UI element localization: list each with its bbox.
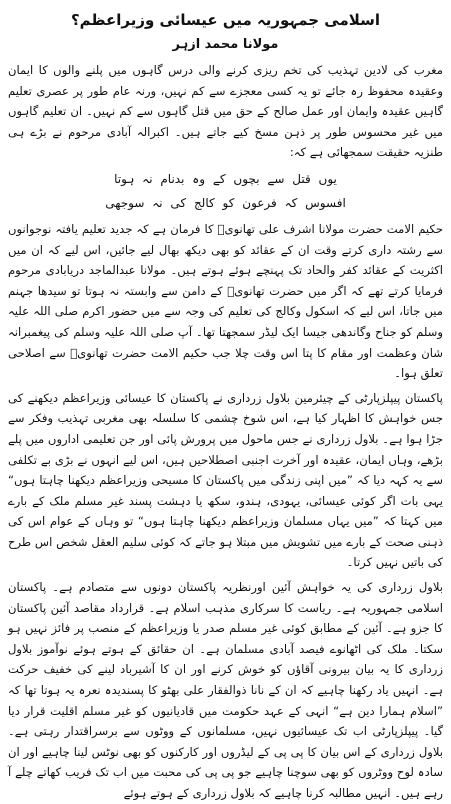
article-paragraph-2: حکیم الامت حضرت مولانا اشرف علی تھانویؒ کا فرمان ہے کہ جدید تعلیم یافتہ نوجوانوں سے رشتہ داری کرتے وقت ان کے عقائد کو بھی دیکھ بھال لیے جائیں، اس لیے کہ ان میں اکثریت کے عقائد کفر والحاد تک پہنچے ہوئے ہوتے ہیں۔ مولانا عبدالماجد دریابادی مرحوم فرمایا کرتے تھے کہ اگر میں حضرت تھانویؒ کے دامن سے وابستہ نہ ہوتا تو سیدھا جہنم میں جاتا، اس لیے کہ اسکول وکالج کی تعلیم کی وجہ سے میں حضور اکرم صلی اللہ علیہ وسلم کو جناح وگاندھی جیسا ایک لیڈر سمجھتا تھا۔ آپ صلی اللہ علیہ وسلم کی پیغمبرانہ شان وعظمت اور مقام کا پتا اس وقت چلا جب حکیم الامت حضرت تھانویؒ سے اصلاحی تعلق ہوا۔ <box>8 221 443 381</box>
article-paragraph-1: مغرب کی لادین تہذیب کی تخم ریزی کرنے والی درس گاہوں میں پلنے والوں کا ایمان وعقیدہ محفوظ رہ جائے تو یہ کسی معجزے سے کم نہیں، ورنہ عام طور پر عصری تعلیم گاہیں عقیدہ وایمان اور عمل صالح کے حق میں قتل گاہوں سے کم نہیں۔ ان تعلیم گاہوں میں غیر محسوس طور پر ذہن مسخ کیے جاتے ہیں۔ اکبرالہ آبادی مرحوم نے بڑے ہی طنزیہ حقیقت سمجھائی ہے کہ: <box>8 63 443 160</box>
poem-couplet <box>8 167 443 215</box>
article-title: اسلامی جمہوریہ میں عیسائی وزیراعظم؟ <box>70 11 381 29</box>
poem-line-1: یوں قتل سے بچوں کے وہ بدنام نہ ہوتا <box>114 171 337 186</box>
article-author: مولانا محمد ازہر <box>172 37 279 52</box>
article-paragraph-4: بلاول زرداری کی یہ خواہش آئین اورنظریہ پاکستان دونوں سے متصادم ہے۔ پاکستان اسلامی جمہوریہ ہے۔ ریاست کا سرکاری مذہب اسلام ہے۔ قرارداد مقاصد آئین پاکستان کا جزو ہے۔ آئین کے مطابق کوئی غیر مسلم صدر یا وزیراعظم کے منصب پر فائز نہیں ہو سکتا۔ ملک کی اٹھانوے فیصد آبادی مسلمان ہے۔ ان حقائق کے ہوتے ہوئے نوآموز بلاول زرداری کا یہ بیان بیرونی آقاؤں کو خوش کرنے اور ان کا آشیرباد لینے کی خفیف حرکت ہے۔ انہیں یاد رکھنا چاہیے کہ ان کے نانا ذوالفقار علی بھٹو کا پسندیدہ نعرہ یہ ہوتا تھا کہ ”اسلام ہمارا دین ہے“ انہی کے عہد حکومت میں قادیانیوں کو غیر مسلم اقلیت قرار دیا گیا۔ پیپلزپارٹی اب تک عیسائیوں نہیں، مسلمانوں کے ووٹوں سے برسراقتدار رہتی ہے۔ بلاول زرداری کے اس بیان کا پی پی کے لیڈروں اور کارکنوں کو بھی نوٹس لینا چاہیے اور ان سادہ لوح ووٹروں کو بھی سوچنا چاہیے جو پی پی کی محبت میں اب تک فریب کھاتے چلے آ رہے ہیں۔ انہیں مطالبہ کرنا چاہیے کہ بلاول زرداری کے ہوتے ہوئے <box>8 580 443 800</box>
article-paragraph-3: پاکستان پیپلزپارٹی کے چیئرمین بلاول زرداری نے پاکستان کا عیسائی وزیراعظم دیکھنے کی جس خواہش کا اظہار کیا ہے، اس شوخ چشمی کا سلسلہ بھی مغربی تہذیب وفکر سے جڑا ہوا ہے۔ بلاول زرداری نے جس ماحول میں پرورش پائی اور جن تعلیمی اداروں میں پلے بڑھے، وہاں ایمان، عقیدہ اور آخرت اجنبی اصطلاحیں ہیں، اس لیے انہوں نے بڑی بے تکلفی سے یہ کہہ دیا کہ ”میں اپنی زندگی میں پاکستان کا مسیحی وزیراعظم دیکھنا چاہتا ہوں“ یہی بات اگر کوئی عیسائی، یہودی، ہندو، سکھ یا دہشت پسند غیر مسلم ملک کے بارے میں کہتا کہ ”میں یہاں مسلمان وزیراعظم دیکھنا چاہتا ہوں“ تو وہاں کے عوام اس کی ذہنی صحت کے بارے میں تشویش میں مبتلا ہو جاتے کہ کوئی سلیم العقل شخص اس طرح کی باتیں نہیں کرتا۔ <box>8 390 443 570</box>
poem-line-2: افسوس کہ فرعون کو کالج کی نہ سوجھی <box>105 195 346 210</box>
